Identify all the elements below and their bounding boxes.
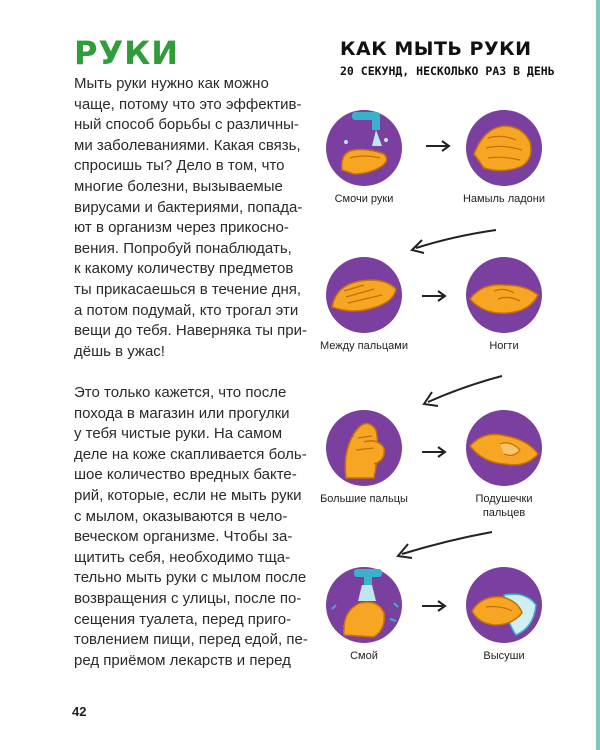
text-line: с мылом, оказываются в чело- [74, 507, 288, 525]
text-line: деле на коже скапливается боль- [74, 445, 307, 463]
arrow-right-icon [424, 138, 454, 154]
arrow-right-icon [420, 288, 450, 304]
how-to-subtitle: 20 СЕКУНД, НЕСКОЛЬКО РАЗ В ДЕНЬ [340, 64, 555, 78]
rinse-icon [324, 565, 404, 645]
text-line: ми заболеваниями. Какая связь, [74, 136, 301, 154]
text-line: ют в организм через прикосно- [74, 219, 289, 237]
step-soap-palms [454, 108, 554, 206]
text-line: дёшь в ужас! [74, 342, 165, 360]
step-thumbs [314, 408, 414, 506]
arrow-right-icon [420, 598, 450, 614]
text-line: Это только кажется, что после [74, 384, 287, 401]
fingertips-icon [464, 408, 544, 488]
step-label: Смой [350, 650, 378, 662]
soap-palms-icon [464, 108, 544, 188]
text-line: вирусами и бактериями, попада- [74, 198, 303, 216]
text-line: веческом организме. Чтобы за- [74, 528, 293, 546]
text-line: тельно мыть руки с мылом после [74, 569, 307, 587]
text-line: щитить себя, необходимо тща- [74, 548, 291, 566]
text-line: вещи до тебя. Наверняка ты при- [74, 322, 308, 340]
text-line: Мыть руки нужно как можно [74, 75, 269, 92]
text-line: рий, которые, если не мыть руки [74, 486, 302, 504]
text-line: ный способ борьбы с различны- [74, 116, 299, 134]
step-label: Подушечки пальцев [475, 493, 533, 519]
step-nails [454, 255, 554, 353]
step-label: Большие пальцы [320, 493, 408, 505]
between-fingers-icon [324, 255, 404, 335]
text-line: ты прикасаешься в течение дня, [74, 280, 302, 298]
step-between-fingers [314, 255, 414, 353]
step-label: Высуши [483, 650, 525, 662]
text-line: шое количество вредных бакте- [74, 466, 297, 484]
paragraph-1 [74, 74, 306, 362]
text-line: к какому количеству предметов [74, 260, 294, 278]
step-rinse [314, 565, 414, 663]
thumbs-icon [324, 408, 404, 488]
step-wet-hands [314, 108, 414, 206]
step-label: Ногти [489, 340, 519, 352]
how-to-title: КАК МЫТЬ РУКИ [340, 38, 532, 60]
arrow-return-icon [392, 528, 496, 560]
text-line: ред приёмом лекарств и перед [74, 651, 291, 669]
page-number: 42 [72, 704, 87, 719]
step-label: Смочи руки [334, 193, 394, 205]
text-line: чаще, потому что это эффектив- [74, 95, 302, 113]
text-line: товлением пищи, перед едой, пе- [74, 631, 308, 649]
text-line: у тебя чистые руки. На самом [74, 425, 283, 443]
arrow-right-icon [420, 444, 450, 460]
text-line: сещения туалета, перед приго- [74, 610, 292, 628]
step-label: Намыль ладони [462, 193, 546, 205]
text-line: похода в магазин или прогулки [74, 404, 290, 422]
nails-icon [464, 255, 544, 335]
text-line: спросишь ты? Дело в том, что [74, 157, 285, 175]
paragraph-2 [74, 383, 306, 671]
step-fingertips [454, 408, 554, 520]
text-line: многие болезни, вызываемые [74, 177, 283, 195]
step-label: Между пальцами [320, 340, 408, 352]
text-line: возвращения с улицы, после по- [74, 589, 302, 607]
page-edge-stripe [596, 0, 600, 750]
arrow-return-icon [416, 372, 506, 408]
arrow-return-icon [404, 226, 500, 256]
text-line: а потом подумай, кто трогал эти [74, 301, 299, 319]
text-line: вения. Попробуй понаблюдать, [74, 239, 292, 257]
dry-towel-icon [464, 565, 544, 645]
section-title: РУКИ [74, 34, 180, 72]
step-dry [454, 565, 554, 663]
wet-hands-icon [324, 108, 404, 188]
